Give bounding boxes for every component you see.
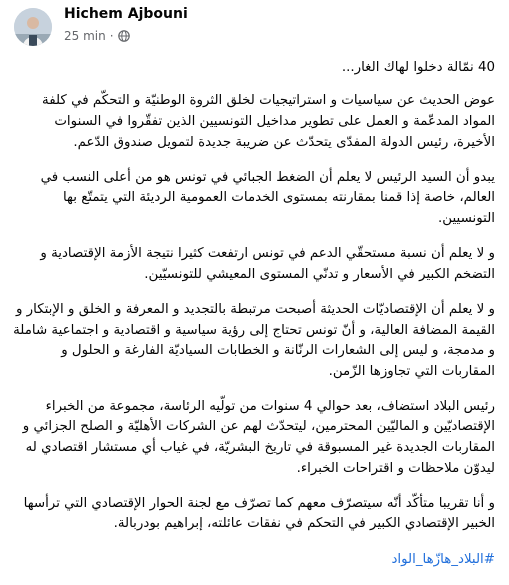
- post-header: [0, 0, 509, 52]
- post-paragraph: و أنا تقريبا متأكّد أنّه سيتصرّف معهم كما تصرّف مع لجنة الحوار الإقتصادي التي ترأسها الخبير الإقتصادي الكبير في التحكم في نفقات عائلته، إبراهيم بودربالة.: [23, 495, 495, 532]
- avatar[interactable]: [14, 8, 52, 46]
- avatar-photo: [14, 8, 52, 46]
- post-paragraph: و لا يعلم أن الإقتصاديّات الحديثة أصبحت مرتبطة بالتجديد و المعرفة و الخلق و الإبتكار و القيمة المضافة العالية، و أنّ تونس تحتاج إلى رؤية سياسية و اقتصادية و اجتماعية شاملة و مدمجة، و ليس إلى الشعارات الرنّانة و الخطابات السياديّة الفارغة و الحلول و المقاربات التي تجاوزها الزّمن.: [13, 301, 495, 379]
- author-name[interactable]: Hichem Ajbouni: [64, 6, 188, 22]
- post-text: [12, 58, 495, 585]
- globe-icon[interactable]: [118, 30, 130, 42]
- post-paragraph: عوض الحديث عن سياسيات و استراتيجيات لخلق الثروة الوطنيّة و التحكّم في كلفة المواد المدعّمة و العمل على تطوير مداخيل التونسيين الذين تفقّروا في السنوات الأخيرة، رئيس الدولة المفدّى يتحدّث عن ضريبة جديدة لتمويل صندوق الدّعم.: [42, 93, 495, 150]
- post-timestamp[interactable]: 25 min: [64, 29, 106, 43]
- post-meta: [64, 29, 130, 43]
- hashtag-link[interactable]: #البلاد_هازّها_الواد: [391, 551, 495, 567]
- post-paragraph: 40 نمّالة دخلوا لهاك الغار...: [341, 60, 495, 75]
- meta-separator: ·: [109, 29, 114, 43]
- post-paragraph: و لا يعلم أن نسبة مستحقّي الدعم في تونس ارتفعت كثيرا نتيجة الأزمة الإقتصادية و التضخم الكبير في الأسعار و تدنّي المستوى المعيشي للتونسيّين.: [40, 246, 495, 282]
- post-paragraph: يبدو أن السيد الرئيس لا يعلم أن الضغط الجبائي في تونس هو من أعلى النسب في العالم، خاصة إذا قمنا بمقارنته بمستوى الخدمات العمومية الرديئة التي يتمتّع بها التونسيين.: [40, 169, 495, 226]
- post-paragraph: رئيس البلاد استضاف، بعد حوالي 4 سنوات من تولّيه الرئاسة، مجموعة من الخبراء الإقتصاديّين و الماليّين المحترمين، ليتحدّث لهم عن الشركات الأهليّة و الصلح الجزائي و المقاربات الجديدة غير المسبوقة في تاريخ البشريّة، في غياب أي مستشار اقتصادي له ليدوّن ملاحظات و اقتراحات الخبراء.: [22, 398, 495, 476]
